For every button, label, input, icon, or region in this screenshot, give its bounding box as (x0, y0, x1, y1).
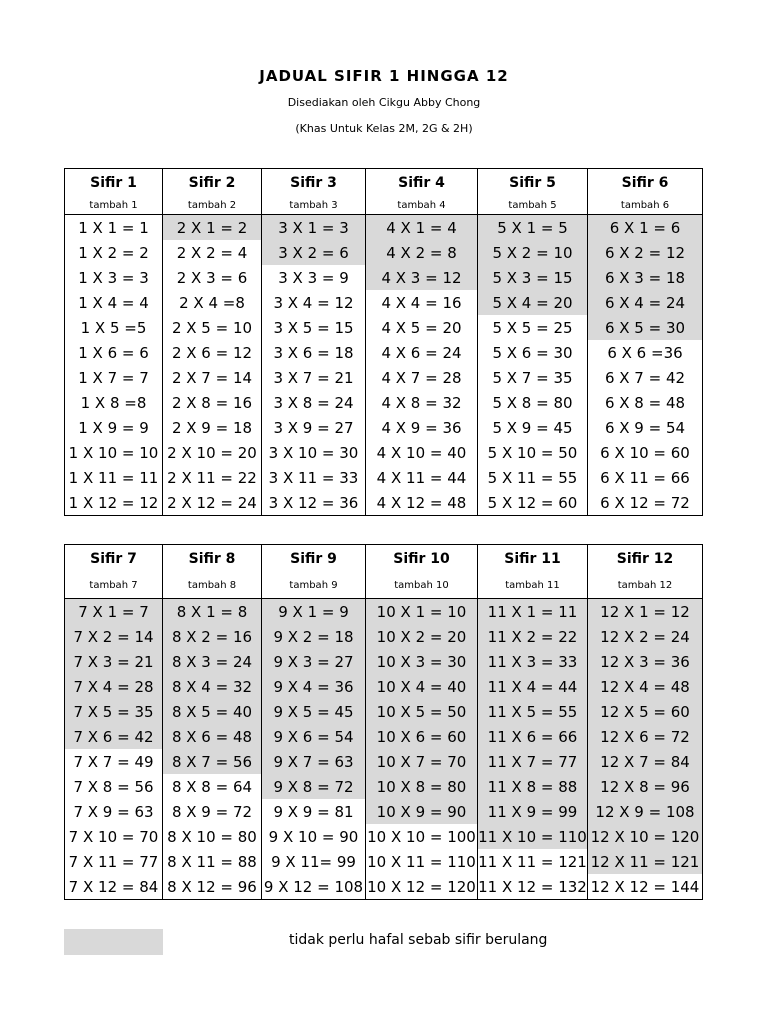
column-header: Sifir 4 (366, 169, 478, 197)
table-cell: 10 X 12 = 120 (366, 874, 478, 900)
table-row (65, 440, 703, 465)
table-cell: 7 X 3 = 21 (65, 649, 163, 674)
table-cell: 11 X 12 = 132 (478, 874, 588, 900)
table-cell: 10 X 8 = 80 (366, 774, 478, 799)
table-cell: 10 X 5 = 50 (366, 699, 478, 724)
column-header: Sifir 6 (588, 169, 703, 197)
table-cell: 1 X 4 = 4 (65, 290, 163, 315)
table-cell: 1 X 9 = 9 (65, 415, 163, 440)
sifir-table-7-12 (64, 544, 703, 900)
table-cell: 11 X 10 = 110 (478, 824, 588, 849)
table-cell: 9 X 9 = 81 (262, 799, 366, 824)
table-cell: 4 X 4 = 16 (366, 290, 478, 315)
table-cell: 8 X 3 = 24 (163, 649, 262, 674)
table-row (65, 874, 703, 900)
column-subheader: tambah 10 (366, 572, 478, 599)
table-cell: 6 X 6 =36 (588, 340, 703, 365)
table-cell: 12 X 8 = 96 (588, 774, 703, 799)
table-cell: 12 X 1 = 12 (588, 599, 703, 625)
table-cell: 2 X 4 =8 (163, 290, 262, 315)
table-cell: 3 X 4 = 12 (262, 290, 366, 315)
table-cell: 8 X 5 = 40 (163, 699, 262, 724)
table-cell: 10 X 4 = 40 (366, 674, 478, 699)
table-cell: 7 X 9 = 63 (65, 799, 163, 824)
table-cell: 6 X 7 = 42 (588, 365, 703, 390)
table-row (65, 749, 703, 774)
table-row (65, 674, 703, 699)
table-cell: 1 X 2 = 2 (65, 240, 163, 265)
column-subheader: tambah 12 (588, 572, 703, 599)
table-row (65, 240, 703, 265)
column-subheader: tambah 4 (366, 196, 478, 215)
table-cell: 9 X 2 = 18 (262, 624, 366, 649)
table-cell: 10 X 6 = 60 (366, 724, 478, 749)
table-cell: 11 X 9 = 99 (478, 799, 588, 824)
table-row (65, 340, 703, 365)
column-subheader: tambah 7 (65, 572, 163, 599)
table-cell: 8 X 6 = 48 (163, 724, 262, 749)
table-cell: 9 X 1 = 9 (262, 599, 366, 625)
table-cell: 6 X 2 = 12 (588, 240, 703, 265)
column-subheader: tambah 9 (262, 572, 366, 599)
table-cell: 5 X 3 = 15 (478, 265, 588, 290)
table-cell: 12 X 7 = 84 (588, 749, 703, 774)
table-cell: 1 X 10 = 10 (65, 440, 163, 465)
table-cell: 5 X 5 = 25 (478, 315, 588, 340)
table-cell: 8 X 9 = 72 (163, 799, 262, 824)
table-row (65, 415, 703, 440)
table-cell: 6 X 10 = 60 (588, 440, 703, 465)
table-cell: 5 X 7 = 35 (478, 365, 588, 390)
column-header: Sifir 3 (262, 169, 366, 197)
table-cell: 7 X 8 = 56 (65, 774, 163, 799)
table-cell: 3 X 5 = 15 (262, 315, 366, 340)
table-cell: 3 X 3 = 9 (262, 265, 366, 290)
table-cell: 7 X 1 = 7 (65, 599, 163, 625)
column-header: Sifir 2 (163, 169, 262, 197)
table-cell: 3 X 12 = 36 (262, 490, 366, 516)
table-cell: 4 X 7 = 28 (366, 365, 478, 390)
table-cell: 12 X 9 = 108 (588, 799, 703, 824)
table-cell: 3 X 7 = 21 (262, 365, 366, 390)
table-cell: 2 X 3 = 6 (163, 265, 262, 290)
table-cell: 11 X 8 = 88 (478, 774, 588, 799)
table-cell: 3 X 1 = 3 (262, 215, 366, 241)
table-cell: 2 X 8 = 16 (163, 390, 262, 415)
column-header: Sifir 12 (588, 545, 703, 573)
table-cell: 11 X 5 = 55 (478, 699, 588, 724)
table-row (65, 490, 703, 516)
table-cell: 1 X 6 = 6 (65, 340, 163, 365)
author-line: Disediakan oleh Cikgu Abby Chong (287, 96, 481, 109)
table-cell: 8 X 4 = 32 (163, 674, 262, 699)
table-cell: 11 X 7 = 77 (478, 749, 588, 774)
table-cell: 1 X 7 = 7 (65, 365, 163, 390)
table-cell: 8 X 11 = 88 (163, 849, 262, 874)
sifir-table-1-6 (64, 168, 703, 516)
table-cell: 7 X 12 = 84 (65, 874, 163, 900)
table-cell: 5 X 4 = 20 (478, 290, 588, 315)
column-subheader: tambah 1 (65, 196, 163, 215)
table-cell: 6 X 11 = 66 (588, 465, 703, 490)
table-cell: 4 X 11 = 44 (366, 465, 478, 490)
table-cell: 2 X 1 = 2 (163, 215, 262, 241)
table-row (65, 315, 703, 340)
table-cell: 1 X 12 = 12 (65, 490, 163, 516)
table-cell: 4 X 8 = 32 (366, 390, 478, 415)
table-cell: 2 X 5 = 10 (163, 315, 262, 340)
table-cell: 5 X 10 = 50 (478, 440, 588, 465)
table-cell: 8 X 2 = 16 (163, 624, 262, 649)
table-cell: 12 X 10 = 120 (588, 824, 703, 849)
table-cell: 1 X 3 = 3 (65, 265, 163, 290)
table-cell: 7 X 6 = 42 (65, 724, 163, 749)
table-cell: 9 X 10 = 90 (262, 824, 366, 849)
table-cell: 11 X 1 = 11 (478, 599, 588, 625)
table-row (65, 724, 703, 749)
table-cell: 8 X 1 = 8 (163, 599, 262, 625)
legend-swatch (64, 929, 163, 955)
table-cell: 10 X 11 = 110 (366, 849, 478, 874)
column-subheader: tambah 2 (163, 196, 262, 215)
table-cell: 2 X 10 = 20 (163, 440, 262, 465)
table-cell: 4 X 3 = 12 (366, 265, 478, 290)
subheader-row (65, 196, 703, 215)
table-cell: 4 X 5 = 20 (366, 315, 478, 340)
table-cell: 2 X 7 = 14 (163, 365, 262, 390)
table-cell: 10 X 9 = 90 (366, 799, 478, 824)
table-cell: 11 X 2 = 22 (478, 624, 588, 649)
column-header: Sifir 5 (478, 169, 588, 197)
table-row (65, 799, 703, 824)
column-header: Sifir 8 (163, 545, 262, 573)
table-row (65, 824, 703, 849)
table-cell: 2 X 6 = 12 (163, 340, 262, 365)
table-cell: 2 X 11 = 22 (163, 465, 262, 490)
class-line: (Khas Untuk Kelas 2M, 2G & 2H) (295, 122, 473, 135)
table-row (65, 215, 703, 241)
table-cell: 8 X 8 = 64 (163, 774, 262, 799)
table-cell: 11 X 3 = 33 (478, 649, 588, 674)
table-cell: 8 X 7 = 56 (163, 749, 262, 774)
table-cell: 1 X 1 = 1 (65, 215, 163, 241)
column-subheader: tambah 6 (588, 196, 703, 215)
page-title: JADUAL SIFIR 1 HINGGA 12 (259, 67, 509, 85)
table-row (65, 624, 703, 649)
table-cell: 12 X 12 = 144 (588, 874, 703, 900)
table-cell: 8 X 12 = 96 (163, 874, 262, 900)
table-cell: 5 X 11 = 55 (478, 465, 588, 490)
table-row (65, 599, 703, 625)
table-cell: 9 X 4 = 36 (262, 674, 366, 699)
table-cell: 6 X 5 = 30 (588, 315, 703, 340)
table-cell: 10 X 3 = 30 (366, 649, 478, 674)
table-cell: 5 X 1 = 5 (478, 215, 588, 241)
legend-text: tidak perlu hafal sebab sifir berulang (289, 932, 548, 948)
table-cell: 9 X 5 = 45 (262, 699, 366, 724)
table-cell: 4 X 1 = 4 (366, 215, 478, 241)
table-cell: 12 X 3 = 36 (588, 649, 703, 674)
table-cell: 7 X 4 = 28 (65, 674, 163, 699)
table-cell: 4 X 12 = 48 (366, 490, 478, 516)
column-header: Sifir 10 (366, 545, 478, 573)
table-cell: 1 X 8 =8 (65, 390, 163, 415)
table-cell: 7 X 5 = 35 (65, 699, 163, 724)
table-cell: 7 X 7 = 49 (65, 749, 163, 774)
table-cell: 9 X 7 = 63 (262, 749, 366, 774)
table-cell: 3 X 6 = 18 (262, 340, 366, 365)
table-cell: 10 X 2 = 20 (366, 624, 478, 649)
table-cell: 9 X 11= 99 (262, 849, 366, 874)
table-cell: 9 X 3 = 27 (262, 649, 366, 674)
column-subheader: tambah 3 (262, 196, 366, 215)
table-cell: 6 X 3 = 18 (588, 265, 703, 290)
table-cell: 12 X 2 = 24 (588, 624, 703, 649)
table-cell: 12 X 11 = 121 (588, 849, 703, 874)
table-cell: 9 X 8 = 72 (262, 774, 366, 799)
table-cell: 4 X 2 = 8 (366, 240, 478, 265)
table-cell: 4 X 10 = 40 (366, 440, 478, 465)
table-cell: 6 X 1 = 6 (588, 215, 703, 241)
table-cell: 5 X 8 = 80 (478, 390, 588, 415)
table-cell: 6 X 4 = 24 (588, 290, 703, 315)
table-cell: 6 X 12 = 72 (588, 490, 703, 516)
table-cell: 5 X 2 = 10 (478, 240, 588, 265)
column-header: Sifir 9 (262, 545, 366, 573)
table-row (65, 365, 703, 390)
table-row (65, 849, 703, 874)
column-header: Sifir 1 (65, 169, 163, 197)
table-row (65, 649, 703, 674)
table-cell: 9 X 6 = 54 (262, 724, 366, 749)
table-cell: 12 X 5 = 60 (588, 699, 703, 724)
table-cell: 3 X 8 = 24 (262, 390, 366, 415)
table-cell: 10 X 7 = 70 (366, 749, 478, 774)
table-cell: 11 X 4 = 44 (478, 674, 588, 699)
table-row (65, 390, 703, 415)
table-cell: 1 X 11 = 11 (65, 465, 163, 490)
column-header: Sifir 11 (478, 545, 588, 573)
table-cell: 4 X 9 = 36 (366, 415, 478, 440)
table-cell: 5 X 6 = 30 (478, 340, 588, 365)
table-cell: 2 X 12 = 24 (163, 490, 262, 516)
header-row (65, 545, 703, 573)
header-row (65, 169, 703, 197)
subheader-row (65, 572, 703, 599)
table-cell: 5 X 9 = 45 (478, 415, 588, 440)
table-row (65, 699, 703, 724)
table-cell: 12 X 6 = 72 (588, 724, 703, 749)
table-cell: 6 X 8 = 48 (588, 390, 703, 415)
table-cell: 3 X 2 = 6 (262, 240, 366, 265)
table-cell: 10 X 1 = 10 (366, 599, 478, 625)
table-row (65, 265, 703, 290)
table-cell: 5 X 12 = 60 (478, 490, 588, 516)
table-row (65, 774, 703, 799)
table-cell: 11 X 6 = 66 (478, 724, 588, 749)
table-cell: 11 X 11 = 121 (478, 849, 588, 874)
column-subheader: tambah 11 (478, 572, 588, 599)
column-header: Sifir 7 (65, 545, 163, 573)
table-cell: 7 X 2 = 14 (65, 624, 163, 649)
column-subheader: tambah 8 (163, 572, 262, 599)
table-cell: 7 X 11 = 77 (65, 849, 163, 874)
table-cell: 2 X 2 = 4 (163, 240, 262, 265)
table-cell: 3 X 10 = 30 (262, 440, 366, 465)
table-row (65, 290, 703, 315)
table-cell: 3 X 11 = 33 (262, 465, 366, 490)
table-cell: 3 X 9 = 27 (262, 415, 366, 440)
table-cell: 10 X 10 = 100 (366, 824, 478, 849)
table-cell: 6 X 9 = 54 (588, 415, 703, 440)
table-cell: 9 X 12 = 108 (262, 874, 366, 900)
table-cell: 8 X 10 = 80 (163, 824, 262, 849)
table-row (65, 465, 703, 490)
table-cell: 4 X 6 = 24 (366, 340, 478, 365)
table-cell: 2 X 9 = 18 (163, 415, 262, 440)
table-cell: 7 X 10 = 70 (65, 824, 163, 849)
table-cell: 1 X 5 =5 (65, 315, 163, 340)
table-cell: 12 X 4 = 48 (588, 674, 703, 699)
column-subheader: tambah 5 (478, 196, 588, 215)
